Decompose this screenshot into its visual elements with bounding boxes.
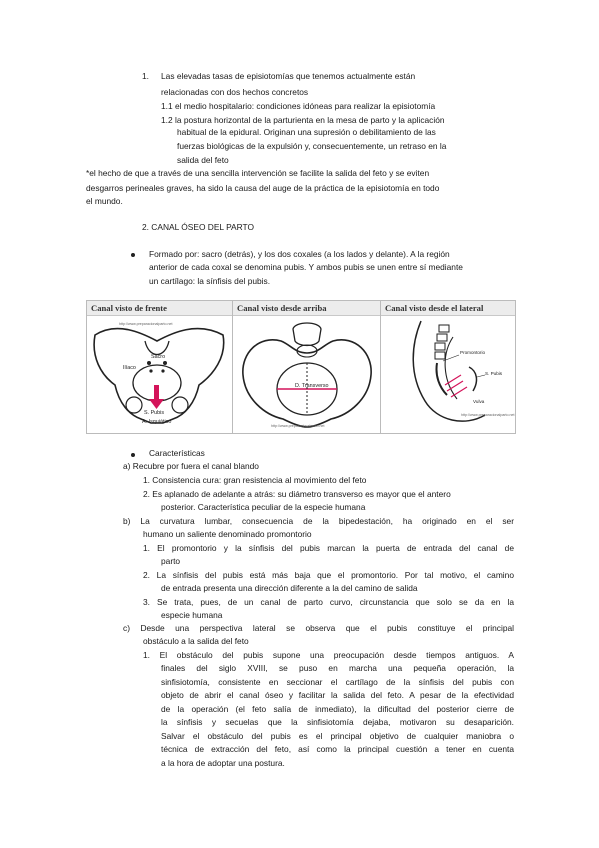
paragraph-line: la sínfisis y secuelas que la sinfisiotomía dejaba, motivaron su desaparición. [161,717,514,727]
sublist-item: 1.2 la postura horizontal de la parturienta en la mesa de parto y la aplicación [161,115,445,125]
paragraph-line: de la operación (el feto salía de inmediato), la dificultad del posterior cierre de [161,704,514,714]
label-promontorio: Promontorio [460,350,486,355]
figure-front-view [86,300,234,434]
list-item: 1. El promontorio y la sínfisis del pubis marcan la puerta de entrada del canal de [143,543,514,553]
label-vulva: Vulva [473,399,485,404]
list-item: b) La curvatura lumbar, consecuencia de la bipedestación, ha originado en el ser [123,516,514,526]
list-item: 2. La sínfisis del pubis está más baja que el promontorio. Por tal motivo, el camino [143,570,514,580]
paragraph-line: a la hora de adoptar una postura. [161,758,285,768]
paragraph-line: un cartílago: la sínfisis del pubis. [149,276,271,286]
paragraph-line: sinfisiotomía, consistente en seccionar el cartílago de la sínfisis del pubis con [161,677,514,687]
paragraph-line: obstáculo a la salida del feto [143,636,249,646]
paragraph-line: Formado por: sacro (detrás), y los dos coxales (a los lados y delante). A la región [149,249,450,259]
bullet-dot [131,253,135,257]
label-pubis-side: S. Pubis [485,371,503,376]
figure-title: Canal visto de frente [87,301,233,316]
list-number: 1. [142,71,149,81]
figure-url: http://www.preparacionalparto.net [461,413,515,417]
figure-url: http://www.preparacionalparto.net [271,424,325,428]
list-item: 1. El obstáculo del pubis supone una preocupación desde tiempos antiguos. A [143,650,514,660]
list-item: 1. Consistencia cura: gran resistencia al movimiento del feto [143,475,367,485]
paragraph-line: especie humana [161,610,223,620]
note-line: el mundo. [86,196,123,206]
paragraph-line: salida del feto [177,155,229,165]
label-isquiatico: A. Isquiático [142,419,172,425]
paragraph-line: técnica de extracción del feto, así como la principal cuestión a tener en cuenta [161,744,514,754]
paragraph-line: finales del siglo XVIII, se puso en marcha una pequeña operación, la [161,663,514,673]
paragraph-line: relacionadas con dos hechos concretos [161,87,309,97]
figure-side-view [380,300,516,434]
list-item: c) Desde una perspectiva lateral se observa que el pubis constituye el principal [123,623,514,633]
paragraph-line: fuerzas biológicas de la expulsión y, consecuentemente, un retraso en la [177,141,447,151]
paragraph-line: posterior. Característica peculiar de la especie humana [161,502,366,512]
list-item: 2. Es aplanado de adelante a atrás: su diámetro transverso es mayor que el antero [143,489,451,499]
list-item: 3. Se trata, pues, de un canal de parto curvo, circunstancia que solo se da en la [143,597,514,607]
figure-url: http://www.preparacionalparto.net [119,322,173,326]
section-heading: 2. CANAL ÓSEO DEL PARTO [142,222,255,232]
label-pubis: S. Pubis [144,410,165,416]
note-line: desgarros perineales graves, ha sido la causa del auge de la práctica de la episiotomía en todo [86,183,440,193]
paragraph-line: de entrada presenta una dirección diferente a la del camino de salida [161,583,418,593]
paragraph-line: Salvar el obstáculo del pubis es el principal objetivo de cualquier maniobra o [161,731,514,741]
paragraph-line: parto [161,556,181,566]
paragraph-line: anterior de cada coxal se denomina pubis. Y ambos pubis se unen entre sí mediante [149,262,463,272]
paragraph-line: habitual de la epidural. Originan una supresión o debilitamiento de las [177,127,436,137]
label-iliaco: Ilíaco [123,365,136,371]
figure-top-view [232,300,382,434]
paragraph-line: humano un saliente denominado promontorio [143,529,312,539]
list-heading: Características [149,448,205,458]
paragraph-line: Las elevadas tasas de episiotomías que tenemos actualmente están [161,71,416,81]
list-item: a) Recubre por fuera el canal blando [123,461,259,471]
figure-title: Canal visto desde arriba [233,301,381,316]
label-sacro: Sacro [151,354,166,360]
pelvis-top-illustration [233,315,381,433]
paragraph-line: objeto de abrir el canal óseo y facilitar la salida del feto. A pesar de la efectividad [161,690,514,700]
note-line: *el hecho de que a través de una sencilla intervención se facilite la salida del feto y se eviten [86,168,430,178]
bullet-dot [131,453,135,457]
sublist-item: 1.1 el medio hospitalario: condiciones idóneas para realizar la episiotomía [161,101,436,111]
label-transverso: D. Transverso [295,383,329,389]
figure-title: Canal visto desde el lateral [381,301,515,316]
